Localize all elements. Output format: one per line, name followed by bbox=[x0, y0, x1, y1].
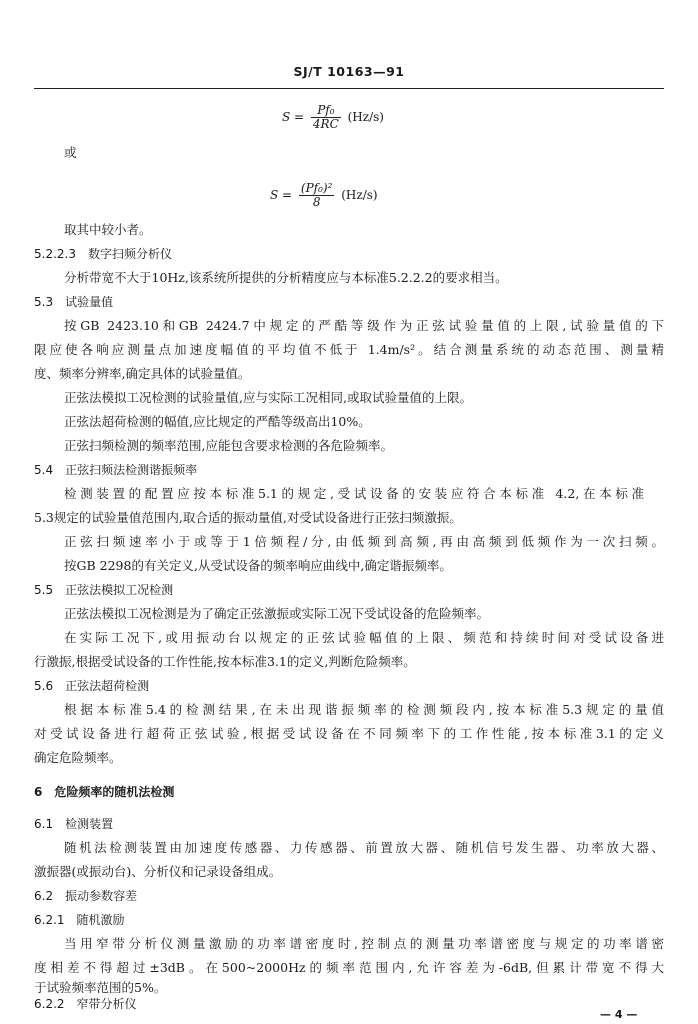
body-line: 检测装置的配置应按本标准5.1的规定,受试设备的安装应符合本标准 4.2,在本标准 bbox=[64, 486, 644, 501]
section-heading-5-5: 5.5 正弦法模拟工况检测 bbox=[34, 583, 174, 597]
body-line: 取其中较小者。 bbox=[64, 222, 152, 237]
body-line: 分析带宽不大于10Hz,该系统所提供的分析精度应与本标准5.2.2.2的要求相当。 bbox=[64, 270, 508, 285]
section-heading-5-2-2-3: 5.2.2.3 数字扫频分析仪 bbox=[34, 247, 172, 261]
body-line: 随机法检测装置由加速度传感器、力传感器、前置放大器、随机信号发生器、功率放大器、 bbox=[64, 840, 664, 855]
body-line: 正弦法模拟工况检测是为了确定正弦激振或实际工况下受试设备的危险频率。 bbox=[64, 606, 490, 621]
body-line: 对受试设备进行超荷正弦试验,根据受试设备在不同频率下的工作性能,按本标准3.1的定义 bbox=[34, 726, 664, 741]
page-number: — 4 — bbox=[600, 1008, 638, 1021]
body-line: 按GB 2298的有关定义,从受试设备的频率响应曲线中,确定谐振频率。 bbox=[64, 558, 452, 573]
page-header: SJ/T 10163—91 bbox=[293, 64, 405, 79]
or-text: 或 bbox=[64, 145, 77, 160]
body-line: 激振器(或振动台)、分析仪和记录设备组成。 bbox=[34, 864, 282, 879]
body-line: 度相差不得超过±3dB。在500~2000Hz的频率范围内,允许容差为-6dB,但累计带宽不得大 bbox=[34, 960, 664, 975]
section-heading-6-1: 6.1 检测装置 bbox=[34, 817, 114, 831]
body-line: 正弦法超荷检测的幅值,应比规定的严酷等级高出10%。 bbox=[64, 414, 371, 429]
section-heading-5-4: 5.4 正弦扫频法检测谐振频率 bbox=[34, 463, 198, 477]
body-line: 确定危险频率。 bbox=[34, 750, 122, 765]
body-line: 在实际工况下,或用振动台以规定的正弦试验幅值的上限、频范和持续时间对受试设备进 bbox=[64, 630, 664, 645]
body-line: 限应使各响应测量点加速度幅值的平均值不低于 1.4m/s²。结合测量系统的动态范围、测量精 bbox=[34, 342, 664, 357]
formula-1-lhs: S = bbox=[282, 110, 305, 124]
formula-2 bbox=[270, 182, 378, 209]
body-line: 5.3规定的试验量值范围内,取合适的振动量值,对受试设备进行正弦扫频激振。 bbox=[34, 510, 462, 525]
body-line: 度、频率分辨率,确定具体的试验量值。 bbox=[34, 366, 251, 381]
section-heading-5-6: 5.6 正弦法超荷检测 bbox=[34, 679, 150, 693]
body-line: 按GB 2423.10和GB 2424.7中规定的严酷等级作为正弦试验量值的上限,试验量值的下 bbox=[64, 318, 664, 333]
formula-2-fraction bbox=[299, 182, 335, 209]
body-line: 当用窄带分析仪测量激励的功率谱密度时,控制点的测量功率谱密度与规定的功率谱密 bbox=[64, 936, 664, 951]
section-heading-6-2-2: 6.2.2 窄带分析仪 bbox=[34, 997, 137, 1011]
body-line: 正弦扫频速率小于或等于1倍频程/分,由低频到高频,再由高频到低频作为一次扫频。 bbox=[64, 534, 664, 549]
header-rule bbox=[34, 88, 664, 89]
chapter-heading-6: 6 危险频率的随机法检测 bbox=[34, 785, 175, 799]
formula-1-denominator: 4RC bbox=[312, 117, 339, 131]
section-heading-6-2-1: 6.2.1 随机激励 bbox=[34, 913, 125, 927]
body-line: 正弦扫频检测的频率范围,应能包含要求检测的各危险频率。 bbox=[64, 438, 393, 453]
section-heading-5-3: 5.3 试验量值 bbox=[34, 295, 114, 309]
formula-1-fraction bbox=[311, 104, 341, 131]
formula-2-unit: (Hz/s) bbox=[341, 188, 378, 202]
section-heading-6-2: 6.2 振动参数容差 bbox=[34, 889, 138, 903]
formula-1-numerator: Pf₀ bbox=[311, 104, 341, 118]
body-line: 行激振,根据受试设备的工作性能,按本标准3.1的定义,判断危险频率。 bbox=[34, 654, 416, 669]
formula-1-unit: (Hz/s) bbox=[347, 110, 384, 124]
formula-2-lhs: S = bbox=[270, 188, 293, 202]
body-line: 正弦法模拟工况检测的试验量值,应与实际工况相同,或取试验量值的上限。 bbox=[64, 390, 472, 405]
body-line: 于试验频率范围的5%。 bbox=[34, 980, 167, 995]
formula-2-denominator: 8 bbox=[312, 195, 321, 209]
formula-2-numerator: (Pf₀)² bbox=[300, 181, 333, 195]
body-line: 根据本标准5.4的检测结果,在未出现谐振频率的检测频段内,按本标准5.3规定的量值 bbox=[64, 702, 664, 717]
formula-1 bbox=[282, 104, 384, 131]
